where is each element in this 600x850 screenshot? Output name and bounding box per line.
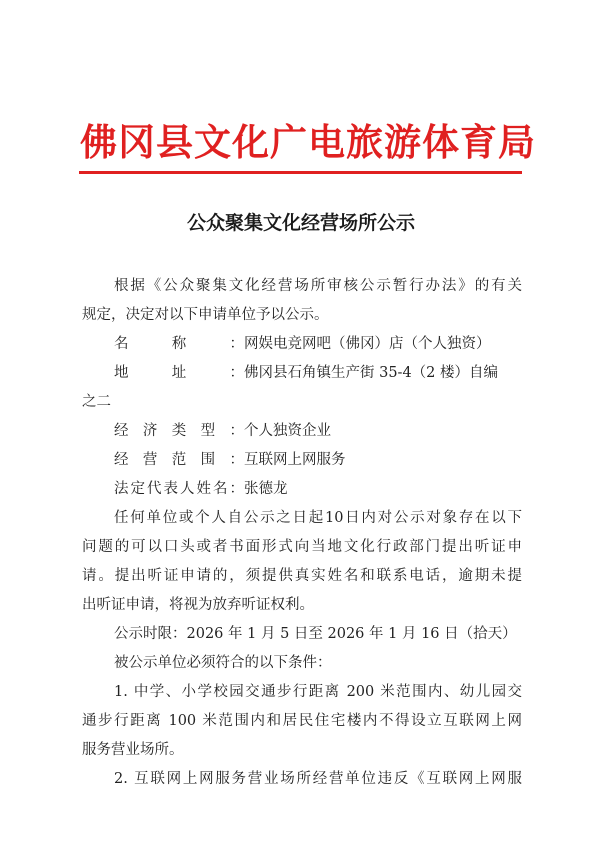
address-continuation: 之二 <box>82 394 111 410</box>
name-value: 网娱电竞网吧（佛冈）店（个人独资） <box>244 336 491 352</box>
notice-line-3: 请。提出听证申请的，须提供真实姓名和联系电话，逾期未提 <box>82 568 522 584</box>
address-row <box>82 359 522 388</box>
notice-line-4: 出听证申请，将视为放弃听证权利。 <box>82 597 314 613</box>
scope-row <box>82 446 522 475</box>
condition1-line-1: 1. 中学、小学校园交通步行距离 200 米范围内、幼儿园交 <box>114 684 522 700</box>
address-value: 佛冈县石角镇生产街 35-4（2 楼）自编 <box>244 365 499 381</box>
document-body <box>82 272 522 794</box>
type-label: 经济类型： <box>114 423 244 439</box>
type-row <box>82 417 522 446</box>
intro-line-2: 规定，决定对以下申请单位予以公示。 <box>82 307 329 323</box>
name-label: 名称： <box>114 336 244 352</box>
address-label: 地址： <box>114 365 244 381</box>
scope-value: 互联网上网服务 <box>244 452 346 468</box>
period-line: 公示时限：2026 年 1 月 5 日至 2026 年 1 月 16 日（拾天） <box>114 626 517 642</box>
notice-line-1: 任何单位或个人自公示之日起10日内对公示对象存在以下 <box>114 510 522 526</box>
rep-label: 法定代表人姓名： <box>114 481 244 497</box>
condition2-line-1: 2. 互联网上网服务营业场所经营单位违反《互联网上网服 <box>114 771 522 787</box>
document-title: 公众聚集文化经营场所公示 <box>186 212 415 234</box>
condition1-line-2: 通步行距离 100 米范围内和居民住宅楼内不得设立互联网上网 <box>82 713 522 729</box>
type-value: 个人独资企业 <box>244 423 331 439</box>
name-row <box>82 330 522 359</box>
intro-line-1: 根据《公众聚集文化经营场所审核公示暂行办法》的有关 <box>114 278 522 294</box>
org-name-header: 佛冈县文化广电旅游体育局 <box>80 120 536 164</box>
notice-line-2: 问题的可以口头或者书面形式向当地文化行政部门提出听证申 <box>82 539 522 555</box>
conditions-intro: 被公示单位必须符合的以下条件： <box>114 655 332 671</box>
scope-label: 经营范围： <box>114 452 244 468</box>
rep-row <box>82 475 522 504</box>
red-divider-line <box>79 171 522 174</box>
condition1-line-3: 服务营业场所。 <box>82 742 184 758</box>
rep-value: 张德龙 <box>244 481 288 497</box>
